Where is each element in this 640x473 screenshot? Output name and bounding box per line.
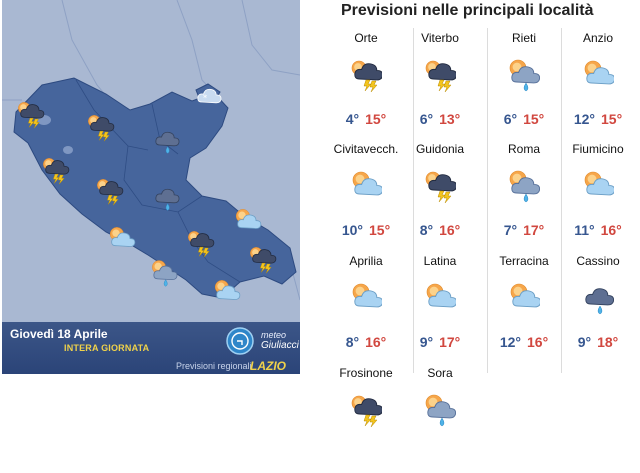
map-period: INTERA GIORNATA: [64, 343, 150, 353]
locality-temps: [561, 334, 635, 350]
partly-cloudy-rain-icon: [508, 168, 540, 204]
temp-min: 4°: [345, 111, 360, 127]
temp-min: 11°: [574, 222, 595, 238]
locality-temps: [329, 446, 403, 462]
temp-max: 17°: [523, 222, 545, 238]
locality-name: Latina: [423, 254, 457, 268]
temp-min: 8°: [345, 334, 360, 350]
locality-name: Cassino: [576, 254, 620, 268]
partly-cloudy-icon: [508, 280, 540, 316]
partly-cloudy-icon: [350, 280, 382, 316]
locality-card: [403, 251, 477, 361]
temp-max: 16°: [600, 222, 622, 238]
locality-temps: [561, 222, 635, 238]
locality-temps: [487, 222, 561, 238]
region-prefix: Previsioni regionali: [176, 361, 252, 371]
locality-name: Civitavecch.: [333, 142, 399, 156]
meteo-giuliacci-logo-icon: [223, 326, 257, 356]
temp-min: 12°: [573, 111, 595, 127]
locality-name: Aprilia: [349, 254, 383, 268]
temp-min: 7°: [503, 222, 518, 238]
partly-cloudy-icon: [350, 168, 382, 204]
partly-cloudy-icon: [582, 57, 614, 93]
temp-min: 6°: [419, 111, 434, 127]
temp-max: 17°: [439, 334, 461, 350]
map-weather-icon-5: [39, 155, 71, 181]
temp-max: 15°: [523, 111, 545, 127]
temp-max: 16°: [365, 334, 387, 350]
locality-name: Guidonia: [415, 142, 465, 156]
locality-name: Orte: [354, 31, 378, 45]
locality-temps: [329, 111, 403, 127]
thunder-icon: [350, 57, 382, 93]
map-weather-icon-2: [84, 112, 116, 138]
locality-card: [403, 139, 477, 249]
map-weather-icon-6: [93, 176, 125, 202]
partly-cloudy-icon: [424, 280, 456, 316]
locality-card: [561, 139, 635, 249]
locality-name: Frosinone: [339, 366, 393, 380]
locality-name: Viterbo: [421, 31, 459, 45]
temp-max: 15°: [601, 111, 623, 127]
locality-card: [329, 363, 403, 473]
map-date: Giovedì 18 Aprile: [10, 327, 108, 341]
locality-card: [403, 28, 477, 138]
thunder-icon: [350, 392, 382, 428]
region-map: [2, 0, 300, 374]
locality-card: [329, 28, 403, 138]
map-weather-icon-1: [14, 99, 46, 125]
partly-cloudy-icon: [582, 168, 614, 204]
brand-line-1: meteo: [261, 330, 287, 340]
locality-name: Sora: [427, 366, 453, 380]
partly-cloudy-rain-icon: [508, 57, 540, 93]
temp-max: 18°: [597, 334, 619, 350]
locality-card: [561, 251, 635, 361]
locality-temps: [403, 111, 477, 127]
locality-name: Fiumicino: [572, 142, 624, 156]
locality-temps: [487, 111, 561, 127]
region-name: LAZIO: [250, 359, 286, 373]
locality-temps: [329, 222, 403, 238]
map-weather-icon-3: [150, 125, 182, 151]
map-weather-icon-7: [150, 182, 182, 208]
locality-name: Terracina: [499, 254, 549, 268]
map-weather-icon-11: [148, 258, 180, 284]
temp-min: 10°: [341, 222, 363, 238]
cloudy-rain-icon: [582, 280, 614, 316]
locality-temps: [403, 446, 477, 462]
thunder-icon: [424, 57, 456, 93]
map-weather-icon-9: [184, 228, 216, 254]
locality-card: [487, 139, 561, 249]
locality-name: Anzio: [582, 31, 614, 45]
temp-min: 9°: [419, 334, 434, 350]
locality-card: [561, 28, 635, 138]
temp-max: 16°: [527, 334, 549, 350]
partly-cloudy-rain-icon: [424, 392, 456, 428]
locality-temps: [487, 334, 561, 350]
locality-temps: [403, 334, 477, 350]
map-weather-icon-4: [192, 82, 224, 108]
temp-min: 12°: [499, 334, 521, 350]
locality-card: [487, 251, 561, 361]
map-weather-icon-12: [105, 224, 137, 250]
temp-min: 6°: [503, 111, 518, 127]
temp-min: 9°: [577, 334, 592, 350]
locality-temps: [329, 334, 403, 350]
locality-name: Roma: [507, 142, 540, 156]
map-weather-icon-8: [231, 206, 263, 232]
map-weather-icon-13: [210, 277, 242, 303]
svg-text:*: *: [203, 92, 208, 103]
temp-max: 15°: [369, 222, 391, 238]
locality-card: [329, 139, 403, 249]
temp-min: 8°: [419, 222, 434, 238]
locality-temps: [403, 222, 477, 238]
temp-max: 13°: [439, 111, 461, 127]
locality-card: [329, 251, 403, 361]
locality-card: [487, 28, 561, 138]
locality-temps: [561, 111, 635, 127]
page-title: Previsioni nelle principali località: [341, 2, 594, 19]
temp-max: 15°: [365, 111, 387, 127]
brand-line-2: Giuliacci: [261, 340, 299, 351]
locality-name: Rieti: [511, 31, 536, 45]
thunder-icon: [424, 168, 456, 204]
map-weather-icon-10: [246, 244, 278, 270]
locality-card: [403, 363, 477, 473]
temp-max: 16°: [439, 222, 461, 238]
